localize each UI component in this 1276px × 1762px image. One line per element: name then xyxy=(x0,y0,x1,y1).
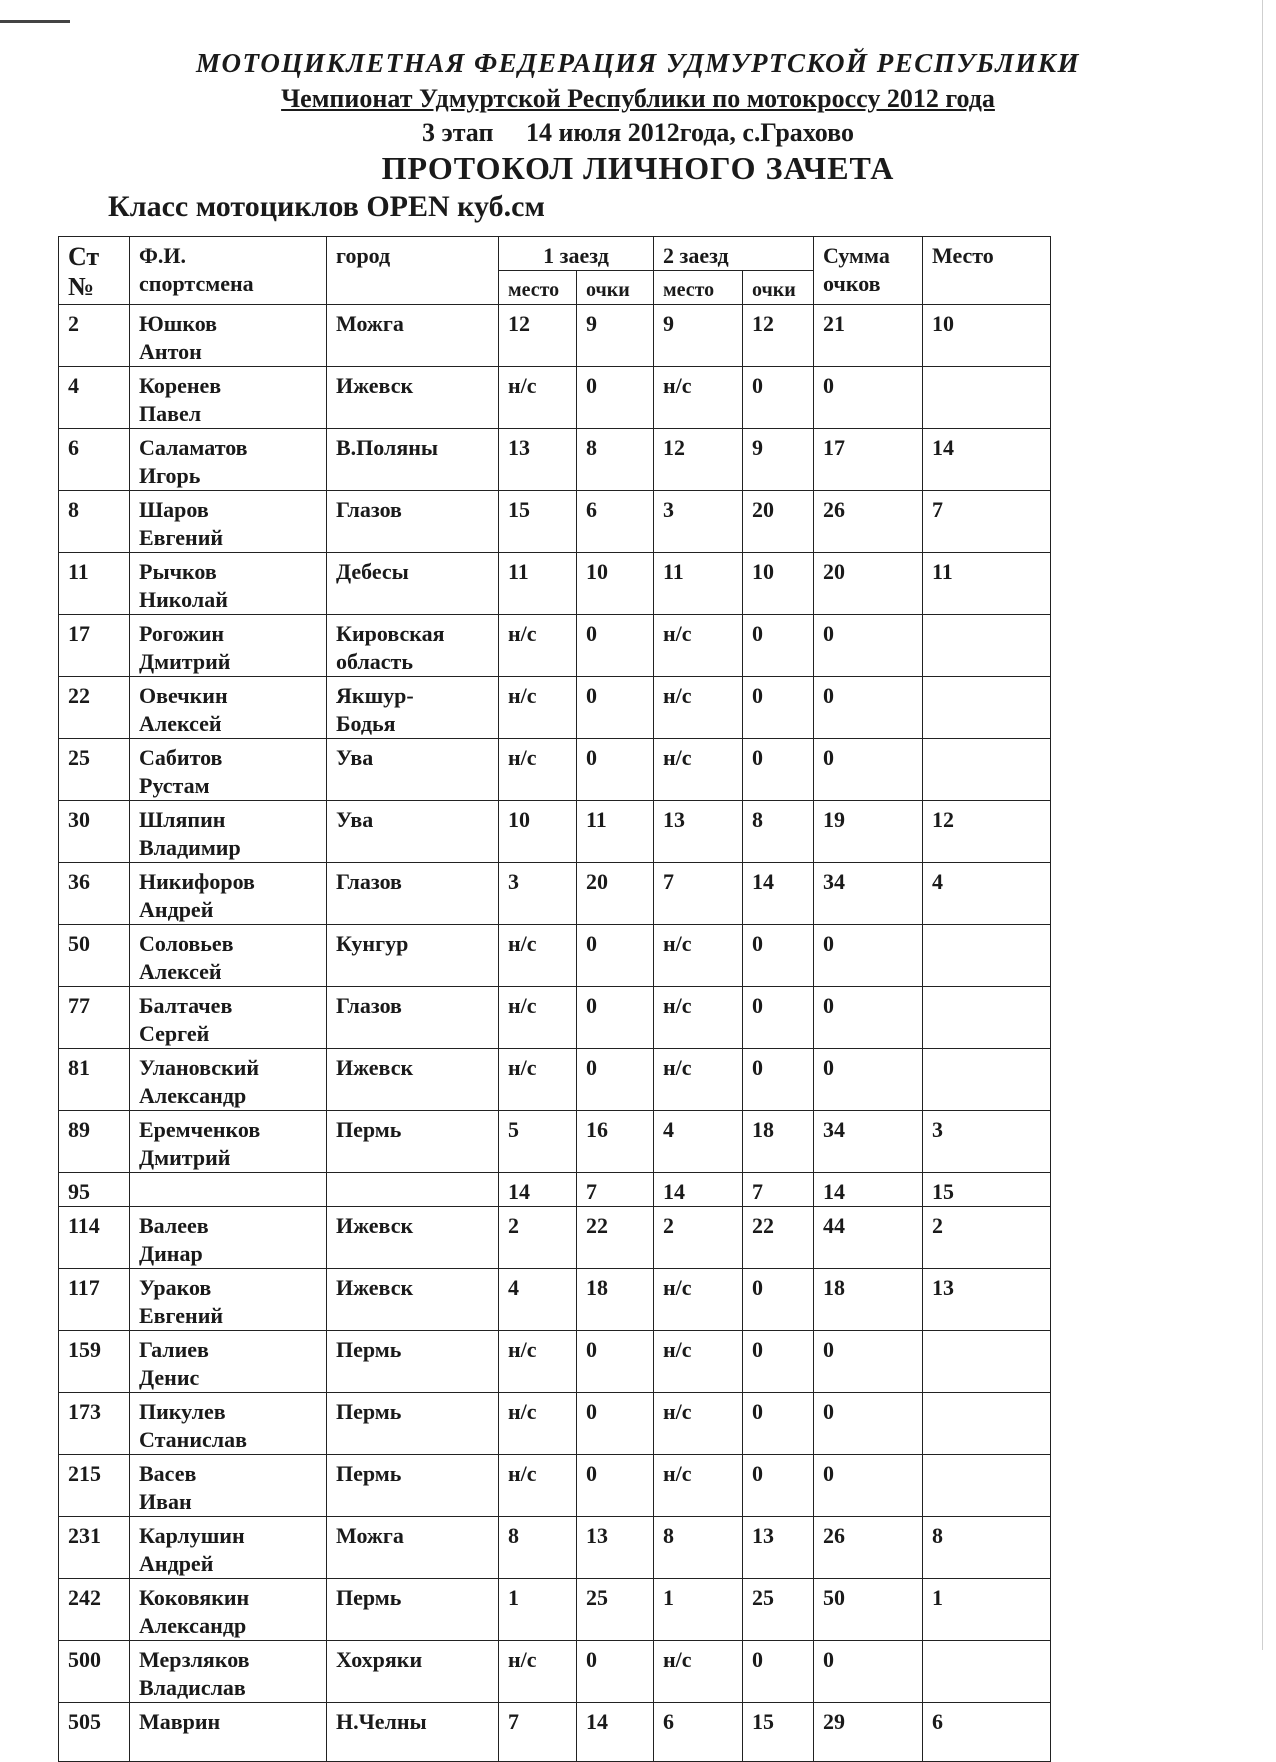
final-place: 10 xyxy=(923,305,1051,367)
race1-points: 0 xyxy=(577,1049,654,1111)
race1-place: 1 xyxy=(499,1579,577,1641)
city: Можга xyxy=(327,305,499,367)
table-row xyxy=(59,491,1051,553)
race2-place: н/с xyxy=(654,987,743,1049)
race1-place: 2 xyxy=(499,1207,577,1269)
start-no: 36 xyxy=(59,863,130,925)
race1-points: 0 xyxy=(577,1455,654,1517)
start-no: 117 xyxy=(59,1269,130,1331)
date-place: 14 июля 2012года, с.Грахово xyxy=(525,118,854,147)
city: Глазов xyxy=(327,491,499,553)
table-row xyxy=(59,1269,1051,1331)
total-points: 44 xyxy=(814,1207,923,1269)
col-final-place: Место xyxy=(923,237,1051,305)
final-place: 3 xyxy=(923,1111,1051,1173)
start-no: 173 xyxy=(59,1393,130,1455)
col-race2-points: очки xyxy=(743,271,814,305)
athlete-name: Маврин xyxy=(130,1703,327,1762)
race2-points: 0 xyxy=(743,1049,814,1111)
athlete-name: Галиев Денис xyxy=(130,1331,327,1393)
athlete-name: Соловьев Алексей xyxy=(130,925,327,987)
athlete-name: Мерзляков Владислав xyxy=(130,1641,327,1703)
athlete-name: Пикулев Станислав xyxy=(130,1393,327,1455)
table-row xyxy=(59,925,1051,987)
stage: 3 этап xyxy=(421,118,494,147)
race2-place: н/с xyxy=(654,1331,743,1393)
athlete-name: Улановский Александр xyxy=(130,1049,327,1111)
final-place xyxy=(923,615,1051,677)
final-place xyxy=(923,739,1051,801)
final-place: 1 xyxy=(923,1579,1051,1641)
race2-place: н/с xyxy=(654,1641,743,1703)
race2-points: 0 xyxy=(743,1641,814,1703)
scan-mark xyxy=(0,20,70,23)
total-points: 19 xyxy=(814,801,923,863)
race1-place: 5 xyxy=(499,1111,577,1173)
start-no: 242 xyxy=(59,1579,130,1641)
start-no: 4 xyxy=(59,367,130,429)
race1-place: 13 xyxy=(499,429,577,491)
results-body xyxy=(59,305,1051,1762)
race2-points: 7 xyxy=(743,1173,814,1207)
total-points: 34 xyxy=(814,1111,923,1173)
athlete-name: Сабитов Рустам xyxy=(130,739,327,801)
total-points: 0 xyxy=(814,925,923,987)
race1-place: н/с xyxy=(499,1331,577,1393)
table-row xyxy=(59,615,1051,677)
race1-place: н/с xyxy=(499,739,577,801)
championship-title: Чемпионат Удмуртской Республики по мотокроссу 2012 года xyxy=(281,84,995,113)
city: Ижевск xyxy=(327,1269,499,1331)
scan-edge-line xyxy=(1262,0,1263,1650)
city: Хохряки xyxy=(327,1641,499,1703)
table-row xyxy=(59,677,1051,739)
race2-place: 9 xyxy=(654,305,743,367)
city: Н.Челны xyxy=(327,1703,499,1762)
start-no: 215 xyxy=(59,1455,130,1517)
race1-place: н/с xyxy=(499,615,577,677)
start-no: 95 xyxy=(59,1173,130,1207)
athlete-name: Овечкин Алексей xyxy=(130,677,327,739)
total-points: 0 xyxy=(814,1393,923,1455)
athlete-name: Юшков Антон xyxy=(130,305,327,367)
table-row xyxy=(59,1393,1051,1455)
city: В.Поляны xyxy=(327,429,499,491)
start-no: 2 xyxy=(59,305,130,367)
table-row xyxy=(59,553,1051,615)
final-place: 4 xyxy=(923,863,1051,925)
city: Ижевск xyxy=(327,367,499,429)
race2-place: 8 xyxy=(654,1517,743,1579)
total-points: 0 xyxy=(814,367,923,429)
race2-points: 25 xyxy=(743,1579,814,1641)
race2-points: 0 xyxy=(743,1455,814,1517)
race1-points: 11 xyxy=(577,801,654,863)
race1-points: 7 xyxy=(577,1173,654,1207)
race1-points: 22 xyxy=(577,1207,654,1269)
final-place xyxy=(923,1455,1051,1517)
race2-points: 0 xyxy=(743,615,814,677)
race2-points: 8 xyxy=(743,801,814,863)
race2-place: 12 xyxy=(654,429,743,491)
city: Пермь xyxy=(327,1331,499,1393)
race2-place: 3 xyxy=(654,491,743,553)
race1-place: н/с xyxy=(499,925,577,987)
city: Глазов xyxy=(327,863,499,925)
race1-place: н/с xyxy=(499,1393,577,1455)
city: Кунгур xyxy=(327,925,499,987)
start-no: 231 xyxy=(59,1517,130,1579)
race2-points: 10 xyxy=(743,553,814,615)
race2-points: 12 xyxy=(743,305,814,367)
start-no: 30 xyxy=(59,801,130,863)
final-place xyxy=(923,367,1051,429)
total-points: 20 xyxy=(814,553,923,615)
total-points: 0 xyxy=(814,1641,923,1703)
table-row xyxy=(59,1207,1051,1269)
race1-place: 8 xyxy=(499,1517,577,1579)
athlete-name: Балтачев Сергей xyxy=(130,987,327,1049)
city xyxy=(327,1173,499,1207)
table-row xyxy=(59,1049,1051,1111)
athlete-name: Никифоров Андрей xyxy=(130,863,327,925)
final-place: 11 xyxy=(923,553,1051,615)
total-points: 0 xyxy=(814,615,923,677)
race2-place: н/с xyxy=(654,1455,743,1517)
start-no: 25 xyxy=(59,739,130,801)
race2-place: н/с xyxy=(654,925,743,987)
race2-points: 22 xyxy=(743,1207,814,1269)
total-points: 29 xyxy=(814,1703,923,1762)
total-points: 0 xyxy=(814,677,923,739)
start-no: 22 xyxy=(59,677,130,739)
athlete-name: Рычков Николай xyxy=(130,553,327,615)
city: Пермь xyxy=(327,1393,499,1455)
race1-points: 0 xyxy=(577,987,654,1049)
race1-points: 0 xyxy=(577,677,654,739)
federation-title: МОТОЦИКЛЕТНАЯ ФЕДЕРАЦИЯ УДМУРТСКОЙ РЕСПУБЛИКИ xyxy=(195,48,1081,78)
table-row xyxy=(59,1579,1051,1641)
race2-points: 18 xyxy=(743,1111,814,1173)
race2-points: 13 xyxy=(743,1517,814,1579)
city: Ижевск xyxy=(327,1207,499,1269)
race1-points: 9 xyxy=(577,305,654,367)
race1-place: н/с xyxy=(499,987,577,1049)
race1-place: н/с xyxy=(499,677,577,739)
athlete-name: Васев Иван xyxy=(130,1455,327,1517)
race1-points: 6 xyxy=(577,491,654,553)
start-no: 500 xyxy=(59,1641,130,1703)
race2-points: 0 xyxy=(743,925,814,987)
final-place: 8 xyxy=(923,1517,1051,1579)
race2-points: 14 xyxy=(743,863,814,925)
race2-place: н/с xyxy=(654,1049,743,1111)
race1-place: 4 xyxy=(499,1269,577,1331)
race2-place: 13 xyxy=(654,801,743,863)
total-points: 50 xyxy=(814,1579,923,1641)
city: Глазов xyxy=(327,987,499,1049)
race1-points: 0 xyxy=(577,1641,654,1703)
race1-place: н/с xyxy=(499,367,577,429)
city: Пермь xyxy=(327,1111,499,1173)
race2-points: 0 xyxy=(743,1331,814,1393)
final-place: 7 xyxy=(923,491,1051,553)
protocol-title: ПРОТОКОЛ ЛИЧНОГО ЗАЧЕТА xyxy=(381,150,895,186)
total-points: 34 xyxy=(814,863,923,925)
final-place: 6 xyxy=(923,1703,1051,1762)
col-race2-place: место xyxy=(654,271,743,305)
table-row xyxy=(59,1331,1051,1393)
total-points: 21 xyxy=(814,305,923,367)
results-table xyxy=(58,236,1051,1762)
total-points: 26 xyxy=(814,1517,923,1579)
table-row xyxy=(59,987,1051,1049)
col-race1: 1 заезд xyxy=(499,237,654,271)
total-points: 26 xyxy=(814,491,923,553)
athlete-name: Коковякин Александр xyxy=(130,1579,327,1641)
col-total: Сумма очков xyxy=(814,237,923,305)
class-title: Класс мотоциклов OPEN куб.см xyxy=(108,190,545,223)
table-row xyxy=(59,429,1051,491)
race2-points: 0 xyxy=(743,367,814,429)
athlete-name: Коренев Павел xyxy=(130,367,327,429)
final-place: 15 xyxy=(923,1173,1051,1207)
race2-points: 0 xyxy=(743,677,814,739)
total-points: 0 xyxy=(814,739,923,801)
race2-points: 0 xyxy=(743,987,814,1049)
final-place: 12 xyxy=(923,801,1051,863)
race1-points: 10 xyxy=(577,553,654,615)
race2-place: н/с xyxy=(654,739,743,801)
race1-points: 0 xyxy=(577,739,654,801)
col-city: город xyxy=(327,237,499,305)
start-no: 6 xyxy=(59,429,130,491)
total-points: 18 xyxy=(814,1269,923,1331)
athlete-name: Рогожин Дмитрий xyxy=(130,615,327,677)
race1-points: 13 xyxy=(577,1517,654,1579)
city: Кировская область xyxy=(327,615,499,677)
start-no: 8 xyxy=(59,491,130,553)
final-place xyxy=(923,677,1051,739)
race1-points: 20 xyxy=(577,863,654,925)
athlete-name: Карлушин Андрей xyxy=(130,1517,327,1579)
table-row xyxy=(59,367,1051,429)
city: Можга xyxy=(327,1517,499,1579)
city: Дебесы xyxy=(327,553,499,615)
race1-place: 12 xyxy=(499,305,577,367)
final-place: 13 xyxy=(923,1269,1051,1331)
total-points: 0 xyxy=(814,1331,923,1393)
total-points: 0 xyxy=(814,1455,923,1517)
race2-points: 15 xyxy=(743,1703,814,1762)
start-no: 50 xyxy=(59,925,130,987)
col-race2: 2 заезд xyxy=(654,237,814,271)
table-row xyxy=(59,739,1051,801)
race1-points: 0 xyxy=(577,1331,654,1393)
race1-points: 16 xyxy=(577,1111,654,1173)
athlete-name: Шаров Евгений xyxy=(130,491,327,553)
start-no: 77 xyxy=(59,987,130,1049)
race1-place: 10 xyxy=(499,801,577,863)
city: Пермь xyxy=(327,1455,499,1517)
start-no: 89 xyxy=(59,1111,130,1173)
final-place xyxy=(923,925,1051,987)
race1-points: 18 xyxy=(577,1269,654,1331)
total-points: 17 xyxy=(814,429,923,491)
total-points: 14 xyxy=(814,1173,923,1207)
race1-points: 0 xyxy=(577,1393,654,1455)
race2-place: 6 xyxy=(654,1703,743,1762)
race1-place: н/с xyxy=(499,1455,577,1517)
final-place xyxy=(923,1393,1051,1455)
stage-line xyxy=(0,118,1276,148)
table-row xyxy=(59,1173,1051,1207)
race2-place: н/с xyxy=(654,1269,743,1331)
race1-points: 0 xyxy=(577,367,654,429)
athlete-name: Шляпин Владимир xyxy=(130,801,327,863)
race2-points: 0 xyxy=(743,1393,814,1455)
race1-points: 14 xyxy=(577,1703,654,1762)
race2-place: 4 xyxy=(654,1111,743,1173)
race2-place: н/с xyxy=(654,677,743,739)
race2-place: 2 xyxy=(654,1207,743,1269)
athlete-name: Саламатов Игорь xyxy=(130,429,327,491)
race1-place: н/с xyxy=(499,1049,577,1111)
race2-points: 20 xyxy=(743,491,814,553)
total-points: 0 xyxy=(814,1049,923,1111)
col-race1-points: очки xyxy=(577,271,654,305)
athlete-name: Ураков Евгений xyxy=(130,1269,327,1331)
table-row xyxy=(59,305,1051,367)
race2-place: 1 xyxy=(654,1579,743,1641)
race2-points: 0 xyxy=(743,739,814,801)
final-place xyxy=(923,1049,1051,1111)
city: Якшур- Бодья xyxy=(327,677,499,739)
start-no: 114 xyxy=(59,1207,130,1269)
final-place xyxy=(923,1331,1051,1393)
city: Пермь xyxy=(327,1579,499,1641)
race2-points: 9 xyxy=(743,429,814,491)
col-race1-place: место xyxy=(499,271,577,305)
race2-place: 7 xyxy=(654,863,743,925)
race2-points: 0 xyxy=(743,1269,814,1331)
athlete-name xyxy=(130,1173,327,1207)
race1-place: 14 xyxy=(499,1173,577,1207)
race1-place: 3 xyxy=(499,863,577,925)
race2-place: 14 xyxy=(654,1173,743,1207)
city: Ува xyxy=(327,739,499,801)
table-row xyxy=(59,1111,1051,1173)
final-place: 2 xyxy=(923,1207,1051,1269)
start-no: 505 xyxy=(59,1703,130,1762)
table-row xyxy=(59,863,1051,925)
start-no: 81 xyxy=(59,1049,130,1111)
race1-place: 15 xyxy=(499,491,577,553)
race1-points: 25 xyxy=(577,1579,654,1641)
race1-place: н/с xyxy=(499,1641,577,1703)
total-points: 0 xyxy=(814,987,923,1049)
race1-place: 11 xyxy=(499,553,577,615)
table-row xyxy=(59,1703,1051,1762)
final-place xyxy=(923,987,1051,1049)
col-start-no: Ст № xyxy=(59,237,130,305)
start-no: 17 xyxy=(59,615,130,677)
city: Ижевск xyxy=(327,1049,499,1111)
col-name: Ф.И. спортсмена xyxy=(130,237,327,305)
athlete-name: Еремченков Дмитрий xyxy=(130,1111,327,1173)
athlete-name: Валеев Динар xyxy=(130,1207,327,1269)
race2-place: н/с xyxy=(654,1393,743,1455)
start-no: 11 xyxy=(59,553,130,615)
city: Ува xyxy=(327,801,499,863)
table-row xyxy=(59,1517,1051,1579)
race2-place: н/с xyxy=(654,615,743,677)
race1-points: 8 xyxy=(577,429,654,491)
table-row xyxy=(59,1455,1051,1517)
final-place: 14 xyxy=(923,429,1051,491)
race2-place: 11 xyxy=(654,553,743,615)
race1-points: 0 xyxy=(577,925,654,987)
race2-place: н/с xyxy=(654,367,743,429)
header-row xyxy=(59,237,1051,271)
race1-place: 7 xyxy=(499,1703,577,1762)
start-no: 159 xyxy=(59,1331,130,1393)
race1-points: 0 xyxy=(577,615,654,677)
table-row xyxy=(59,801,1051,863)
